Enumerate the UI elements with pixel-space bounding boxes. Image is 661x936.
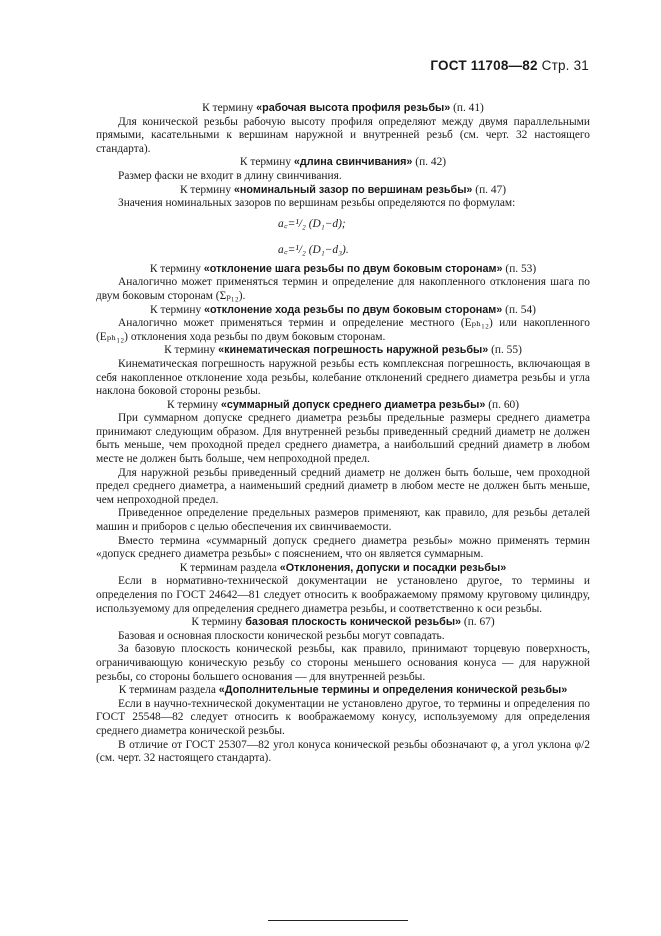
section-heading: К термину «суммарный допуск среднего диаметра резьбы» (п. 60)	[166, 398, 520, 411]
paragraph: Кинематическая погрешность наружной резьбы есть комплексная погрешность, включающая в себя накопленное отклонение хода резьбы, колебание отклонений среднего диаметра резьбы и угла наклона боковой стороны резьбы.	[96, 357, 590, 398]
paragraph: За базовую плоскость конической резьбы, как правило, принимают торцевую поверхность, ограничивающую коническую резьбу со стороны меньшего основания конуса — для наружной резьбы, со стороны большего основания — для внутренней резьбы.	[96, 643, 590, 683]
section-heading: К термину базовая плоскость конической резьбы» (п. 67)	[191, 616, 495, 629]
paragraph: Приведенное определение предельных размеров применяют, как правило, для резьбы деталей машин и приборов с целью обеспечения их свинчиваемости.	[96, 507, 590, 534]
section-heading: К термину «отклонение шага резьбы по двум боковым сторонам» (п. 53)	[149, 262, 537, 275]
paragraph: Аналогично может применяться термин и определение для накопленного отклонения шага по двум боковым сторонам (Σₚ₁₂).	[96, 276, 590, 302]
standard-number: ГОСТ 11708—82	[430, 58, 538, 73]
section-heading: К термину «отклонение хода резьбы по двум боковым сторонам» (п. 54)	[150, 303, 536, 316]
section-heading: К терминам раздела «Отклонения, допуски и посадки резьбы»	[179, 561, 507, 574]
paragraph: Если в научно-технической документации не установлено другое, то термины и определения по ГОСТ 25548—82 следует относить к воображаемому конусу, используемому для определения среднего диаметра конической резьбы.	[96, 697, 590, 737]
paragraph: Для наружной резьбы приведенный средний диаметр не должен быть больше, чем проходной предел среднего диаметра, а наименьший средний диаметр в любом месте не должен быть меньше, чем непроходной предел.	[96, 466, 590, 506]
footer-rule	[268, 920, 408, 921]
formula: a꜀=¹/₂ (D₁−d);	[278, 217, 346, 230]
paragraph: Значения номинальных зазоров по вершинам резьбы определяются по формулам:	[118, 197, 516, 210]
paragraph: В отличие от ГОСТ 25307—82 угол конуса конической резьбы обозначают φ, а угол уклона φ/2 (см. черт. 32 настоящего стандарта).	[96, 738, 590, 765]
section-heading: К терминам раздела «Дополнительные термины и определения конической резьбы»	[118, 684, 568, 697]
section-heading: К термину «длина свинчивания» (п. 42)	[239, 156, 447, 169]
paragraph: Аналогично может применяться термин и определение местного (Eₚₕ₁₂) или накопленного (Eₚₕ₁₂) отклонения хода резьбы по двум боковым сторонам.	[96, 317, 590, 343]
section-heading: К термину «номинальный зазор по вершинам резьбы» (п. 47)	[179, 183, 507, 196]
paragraph: Базовая и основная плоскости конической резьбы могут совпадать.	[118, 629, 445, 642]
section-heading: К термину «кинематическая погрешность наружной резьбы» (п. 55)	[164, 344, 522, 357]
paragraph: При суммарном допуске среднего диаметра резьбы предельные размеры среднего диаметра принимают следующим образом. Для внутренней резьбы приведенный средний диаметр не должен быть меньше, чем проходной предел среднего диаметра, а наибольший средний диаметр в любом месте не должен быть больше, чем непроходной предел.	[96, 412, 590, 466]
document-body	[96, 102, 590, 766]
page-header	[430, 58, 589, 73]
paragraph: Вместо термина «суммарный допуск среднего диаметра резьбы» можно применять термин «допуск среднего диаметра резьбы» с пояснением, что он является суммарным.	[96, 534, 590, 561]
paragraph: Для конической резьбы рабочую высоту профиля определяют между двумя параллельными прямыми, касательными к вершинам наружной и внутренней резьб (см. черт. 32 настоящего стандарта).	[96, 115, 590, 155]
page-number: Стр. 31	[541, 58, 589, 73]
paragraph: Размер фаски не входит в длину свинчивания.	[118, 169, 342, 182]
section-heading: К термину «рабочая высота профиля резьбы» (п. 41)	[202, 102, 484, 114]
paragraph: Если в нормативно-технической документации не установлено другое, то термины и определения по ГОСТ 24642—81 следует относить к воображаемому прямому круговому цилиндру, используемому для определения среднего диаметра резьбы, и соответственно к оси резьбы.	[96, 575, 590, 615]
formula: a꜀=¹/₂ (D₁−d₃).	[278, 243, 349, 256]
